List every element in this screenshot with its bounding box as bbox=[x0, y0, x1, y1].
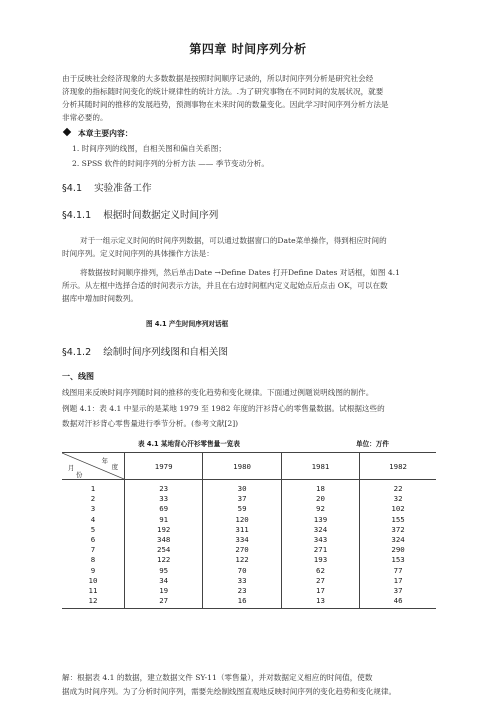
sales-value-cell: 27 bbox=[281, 576, 359, 586]
sales-value-cell: 30 bbox=[203, 480, 281, 495]
sales-value-cell: 13 bbox=[281, 596, 359, 609]
sales-value-cell: 311 bbox=[203, 525, 281, 535]
sales-value-cell: 91 bbox=[125, 515, 203, 525]
corner-month-label: 份 bbox=[76, 471, 83, 479]
sales-value-cell: 23 bbox=[125, 480, 203, 495]
chapter-title: 第四章 时间序列分析 bbox=[189, 42, 307, 56]
sales-value-cell: 34 bbox=[125, 576, 203, 586]
sales-value-cell: 334 bbox=[203, 535, 281, 545]
year-header: 1981 bbox=[281, 453, 359, 480]
corner-month-label: 月 bbox=[68, 464, 75, 472]
sales-value-cell: 70 bbox=[203, 566, 281, 576]
sales-value-cell: 62 bbox=[281, 566, 359, 576]
sales-value-cell: 95 bbox=[125, 566, 203, 576]
table-corner-cell bbox=[62, 453, 125, 480]
sales-value-cell: 290 bbox=[360, 545, 436, 555]
solution-line: 据成为时间序列。为了分析时间序列，需要先绘制线图直观地反映时间序列的变化趋势和变化规律。 bbox=[62, 687, 397, 696]
sales-value-cell: 192 bbox=[125, 525, 203, 535]
figure-caption: 图 4.1 产生时间序列对话框 bbox=[146, 320, 229, 328]
sales-value-cell: 139 bbox=[281, 515, 359, 525]
month-cell: 11 bbox=[88, 586, 98, 596]
table-row bbox=[62, 566, 436, 576]
section-heading-4-1: §4.1 实验准备工作 bbox=[62, 183, 152, 194]
sub-heading-line-chart: 一、线图 bbox=[62, 371, 94, 381]
table-row bbox=[62, 586, 436, 596]
sales-value-cell: 120 bbox=[203, 515, 281, 525]
month-cell: 2 bbox=[90, 494, 96, 504]
table-row bbox=[62, 494, 436, 504]
sales-value-cell: 122 bbox=[125, 555, 203, 565]
year-header: 1979 bbox=[125, 453, 203, 480]
table-row bbox=[62, 596, 436, 609]
table-row bbox=[62, 480, 436, 495]
sales-value-cell: 19 bbox=[125, 586, 203, 596]
corner-year-label: 度 bbox=[111, 463, 118, 471]
intro-line: 由于反映社会经济现象的大多数数据是按照时间顺序记录的，所以时间序列分析是研究社会经 bbox=[62, 74, 374, 83]
sales-value-cell: 155 bbox=[360, 515, 436, 525]
sales-value-cell: 37 bbox=[203, 494, 281, 504]
sales-value-cell: 59 bbox=[203, 504, 281, 514]
section-heading-4-1-2: §4.1.2 绘制时间序列线图和自相关图 bbox=[62, 347, 228, 358]
month-cell: 4 bbox=[90, 514, 96, 524]
body-line: 所示。从左框中选择合适的时间表示方法，并且在右边时间框内定义起始点后点击 OK，可以在数 bbox=[62, 281, 388, 290]
table-row bbox=[62, 504, 436, 514]
month-cell: 8 bbox=[90, 555, 96, 565]
sales-value-cell: 122 bbox=[203, 555, 281, 565]
table-row bbox=[62, 576, 436, 586]
sales-value-cell: 17 bbox=[281, 586, 359, 596]
sales-value-cell: 271 bbox=[281, 545, 359, 555]
sales-value-cell: 254 bbox=[125, 545, 203, 555]
month-cell: 6 bbox=[90, 535, 96, 545]
body-line: 例题 4.1：表 4.1 中显示的是某地 1979 至 1982 年度的汗衫背心的零售量数据。试根据这些的 bbox=[62, 404, 385, 413]
sales-value-cell: 324 bbox=[360, 535, 436, 545]
solution-line: 解：根据表 4.1 的数据，建立数据文件 SY-11（零售量），并对数据定义相应的时间值，使数 bbox=[62, 673, 373, 682]
sales-value-cell: 20 bbox=[281, 494, 359, 504]
key-content-item: 2. SPSS 软件的时间序列的分析方法 —— 季节变动分析。 bbox=[72, 159, 269, 168]
body-line: 对于一组示定义时间的时间序列数据，可以通过数据窗口的Date菜单操作，得到相应时间的 bbox=[80, 236, 387, 245]
sales-value-cell: 193 bbox=[281, 555, 359, 565]
table-row bbox=[62, 555, 436, 565]
body-line: 据库中增加时间数列。 bbox=[62, 294, 138, 303]
sales-value-cell: 348 bbox=[125, 535, 203, 545]
sales-value-cell: 324 bbox=[281, 525, 359, 535]
section-heading-4-1-1: §4.1.1 根据时间数据定义时间序列 bbox=[62, 210, 219, 221]
sales-value-cell: 37 bbox=[360, 586, 436, 596]
month-cell: 12 bbox=[62, 596, 125, 609]
body-line: 将数据按时间顺序排列，然后单击Date →Define Dates 打开Define Dates 对话框，如图 4.1 bbox=[80, 268, 400, 277]
corner-year-label: 年 bbox=[101, 457, 108, 465]
sales-value-cell: 22 bbox=[360, 480, 436, 495]
table-row bbox=[62, 515, 436, 525]
key-content-item: 1. 时间序列的线图，自相关图和偏自关系图； bbox=[72, 144, 226, 153]
sales-value-cell: 18 bbox=[281, 480, 359, 495]
sales-value-cell: 153 bbox=[360, 555, 436, 565]
intro-line: 分析其随时间的推移的发展趋势，预测事物在未来时间的数量变化。因此学习时间序列分析方法是 bbox=[62, 100, 389, 109]
table-row bbox=[62, 525, 436, 535]
month-cell: 7 bbox=[90, 545, 96, 555]
sales-value-cell: 23 bbox=[203, 586, 281, 596]
sales-value-cell: 372 bbox=[360, 525, 436, 535]
body-line: 数据对汗衫背心零售量进行季节分析。(参考文献[2]) bbox=[62, 419, 239, 428]
sales-value-cell: 32 bbox=[360, 494, 436, 504]
body-line: 线图用来反映时间序列随时间的推移的变化趋势和变化规律。下面通过例题说明线图的制作。 bbox=[62, 388, 374, 397]
body-line: 时间序列。定义时间序列的具体操作方法是： bbox=[62, 249, 214, 258]
sales-value-cell: 270 bbox=[203, 545, 281, 555]
month-cell: 5 bbox=[90, 524, 96, 534]
year-header: 1982 bbox=[360, 453, 436, 480]
table-unit: 单位：万件 bbox=[356, 440, 389, 448]
sales-value-cell: 69 bbox=[125, 504, 203, 514]
intro-line: 济现象的指标随时间变化的统计规律性的统计方法。.为了研究事物在不同时间的发展状况，就要 bbox=[62, 87, 384, 96]
table-body bbox=[62, 480, 436, 609]
month-cell: 10 bbox=[88, 575, 98, 585]
sales-value-cell: 33 bbox=[203, 576, 281, 586]
sales-value-cell: 27 bbox=[125, 596, 203, 609]
table-row bbox=[62, 545, 436, 555]
month-cell: 9 bbox=[90, 565, 96, 575]
intro-line: 非常必要的。 bbox=[62, 113, 108, 122]
key-content-title: 本章主要内容： bbox=[64, 128, 133, 139]
sales-value-cell: 92 bbox=[281, 504, 359, 514]
month-cell: 1 bbox=[90, 484, 96, 493]
table-caption: 表 4.1 某地背心汗衫零售量一览表 bbox=[138, 440, 240, 448]
sales-value-cell: 33 bbox=[125, 494, 203, 504]
year-header: 1980 bbox=[203, 453, 281, 480]
sales-value-cell: 46 bbox=[360, 596, 436, 609]
sales-value-cell: 77 bbox=[360, 566, 436, 576]
table-header-row bbox=[62, 453, 436, 480]
sales-value-cell: 17 bbox=[360, 576, 436, 586]
sales-value-cell: 102 bbox=[360, 504, 436, 514]
sales-value-cell: 16 bbox=[203, 596, 281, 609]
sales-table bbox=[62, 452, 436, 609]
month-cell: 3 bbox=[90, 504, 96, 514]
diamond-bullet-icon bbox=[63, 128, 71, 136]
table-row bbox=[62, 535, 436, 545]
sales-value-cell: 343 bbox=[281, 535, 359, 545]
